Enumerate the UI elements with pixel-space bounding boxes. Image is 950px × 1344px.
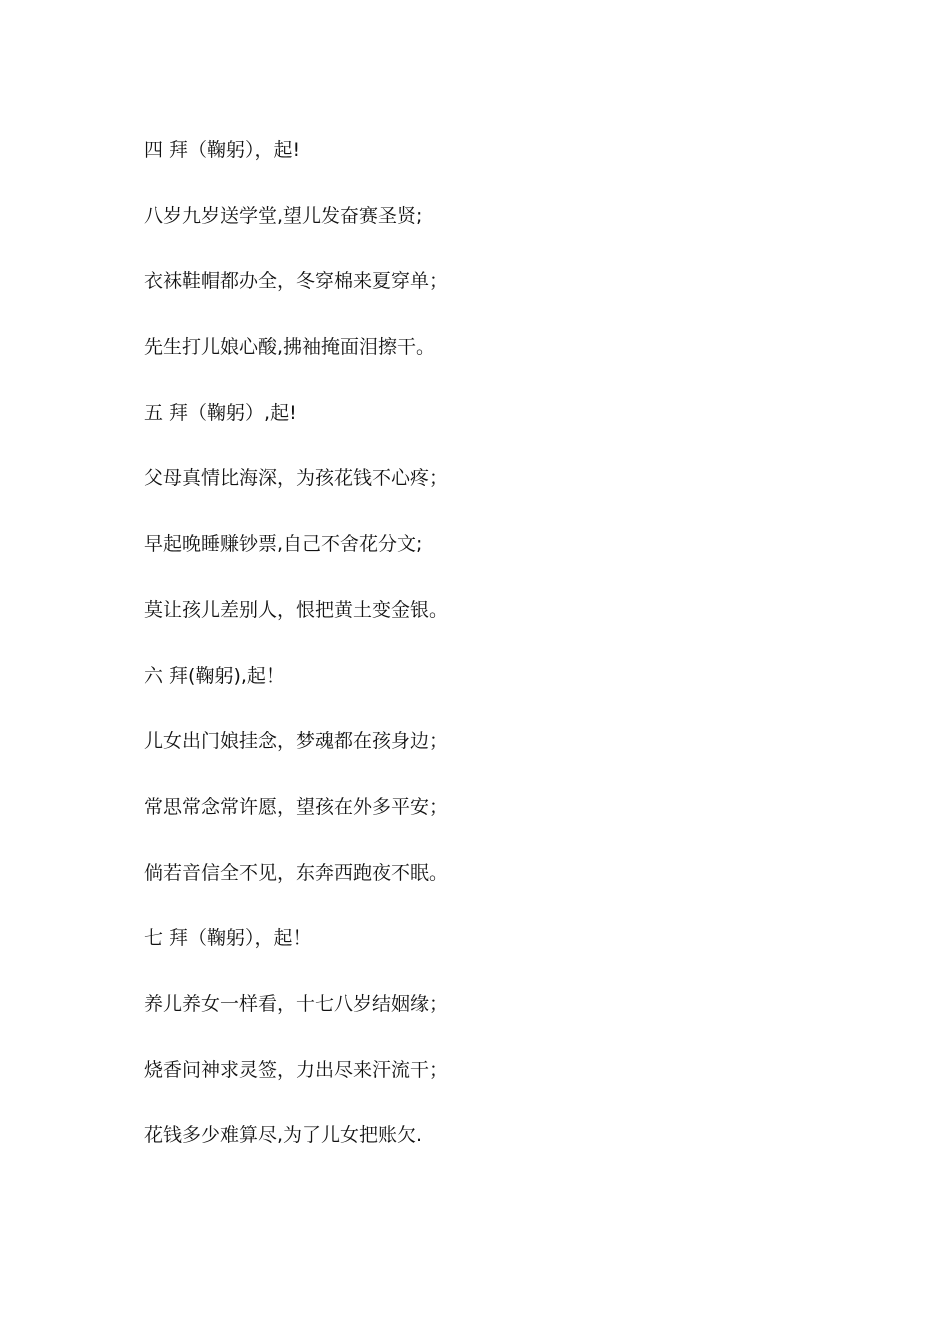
text-line: 儿女出门娘挂念，梦魂都在孩身边； [144,730,449,753]
text-line: 父母真情比海深，为孩花钱不心疼； [144,467,449,490]
text-body [144,136,448,1187]
text-line: 烧香问神求灵签，力出尽来汗流干； [144,1058,449,1081]
text-line: 四 拜（鞠躬），起! [144,139,301,161]
text-line: 先生打儿娘心酸,拂袖掩面泪擦干。 [144,336,436,359]
text-line: 五 拜（鞠躬）,起! [144,401,297,424]
text-line: 花钱多少难算尽,为了儿女把账欠. [144,1124,423,1147]
text-line: 养儿养女一样看，十七八岁结姻缘； [144,992,449,1015]
text-line: 常思常念常许愿，望孩在外多平安； [144,795,449,818]
text-line: 倘若音信全不见，东奔西跑夜不眠。 [144,861,449,884]
text-line: 六 拜(鞠躬),起！ [144,664,285,687]
text-line: 八岁九岁送学堂,望儿发奋赛圣贤; [144,204,423,227]
text-line: 七 拜（鞠躬），起！ [144,927,312,950]
text-line: 衣袜鞋帽都办全，冬穿棉来夏穿单； [144,270,449,293]
text-line: 早起晚睡赚钞票,自己不舍花分文; [144,533,423,556]
text-line: 莫让孩儿差别人，恨把黄土变金银。 [144,598,449,621]
